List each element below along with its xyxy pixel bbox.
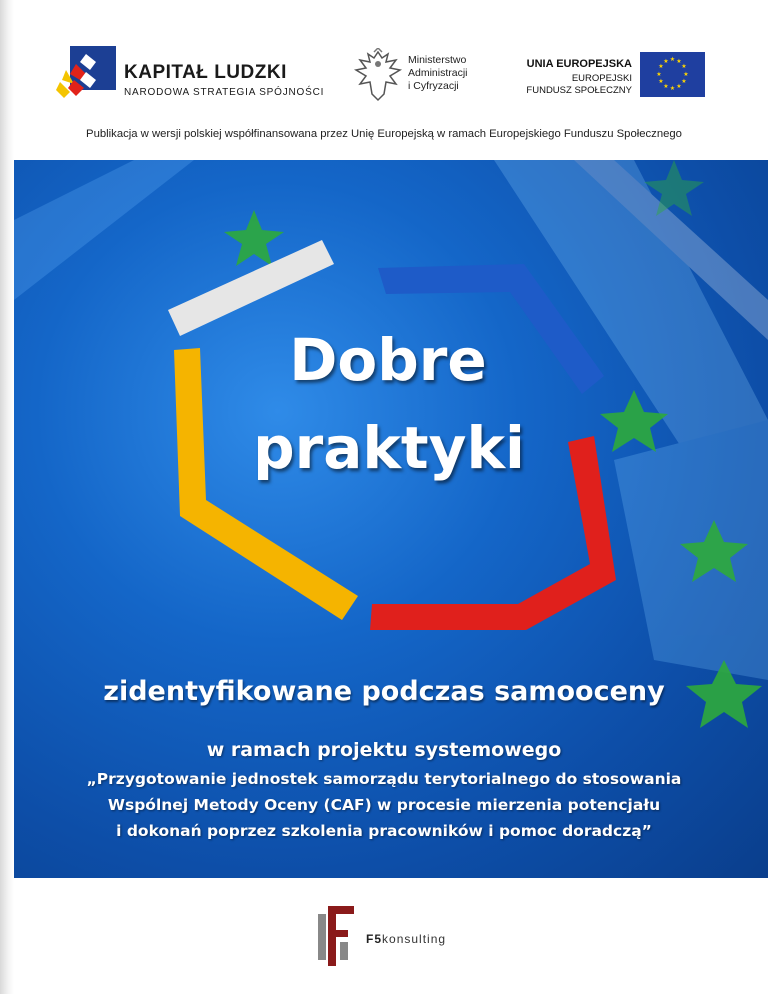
eu-flag-icon — [640, 52, 705, 97]
svg-text:★: ★ — [663, 58, 669, 65]
project-title-line-2: Wspólnej Metody Oceny (CAF) w procesie mierzenia potencjału — [107, 796, 661, 814]
green-star-icon — [224, 210, 284, 266]
kapital-ludzki-subtitle: NARODOWA STRATEGIA SPÓJNOŚCI — [124, 87, 325, 98]
cover-subtitle: zidentyfikowane podczas samooceny — [103, 676, 665, 707]
page-spine — [0, 0, 14, 994]
eu-subtitle-1: EUROPEJSKI — [571, 73, 632, 84]
ministry-name — [408, 54, 468, 93]
svg-text:★: ★ — [681, 63, 687, 70]
f5-brand-suffix: konsulting — [382, 932, 447, 946]
publication-note: Publikacja w wersji polskiej współfinansowana przez Unię Europejską w ramach Europejskiego Funduszu Społecznego — [86, 128, 682, 140]
ministry-line-2: Administracji — [408, 67, 468, 79]
f5-logo-icon — [318, 906, 358, 966]
project-title-line-1: „Przygotowanie jednostek samorządu terytorialnego do stosowania — [86, 770, 682, 788]
svg-text:★: ★ — [663, 83, 669, 90]
ministry-line-1: Ministerstwo — [408, 54, 467, 66]
svg-text:★: ★ — [681, 78, 687, 85]
project-type-line: w ramach projektu systemowego — [206, 739, 562, 761]
svg-text:★: ★ — [676, 58, 682, 65]
svg-text:★: ★ — [658, 78, 664, 85]
cover-title-line-1: Dobre — [289, 326, 487, 394]
eu-title: UNIA EUROPEJSKA — [526, 58, 632, 70]
f5-brand-prefix: F5 — [366, 932, 383, 946]
project-title-line-3: i dokonań poprzez szkolenia pracowników i pomoc doradczą” — [116, 822, 652, 840]
f5-konsulting-brand — [366, 932, 446, 946]
eagle-emblem-icon — [352, 48, 404, 104]
ministry-line-3: i Cyfryzacji — [408, 80, 459, 92]
svg-text:★: ★ — [669, 85, 676, 92]
svg-text:★: ★ — [676, 83, 682, 90]
eu-subtitle-2: FUNDUSZ SPOŁECZNY — [526, 85, 632, 96]
svg-text:★: ★ — [669, 56, 676, 63]
kapital-ludzki-logo-icon — [56, 40, 124, 102]
svg-text:★: ★ — [683, 71, 689, 78]
cover-title-line-2: praktyki — [253, 414, 525, 482]
svg-text:★: ★ — [656, 71, 662, 78]
kapital-ludzki-title: KAPITAŁ LUDZKI — [124, 62, 287, 83]
svg-text:★: ★ — [658, 63, 664, 70]
